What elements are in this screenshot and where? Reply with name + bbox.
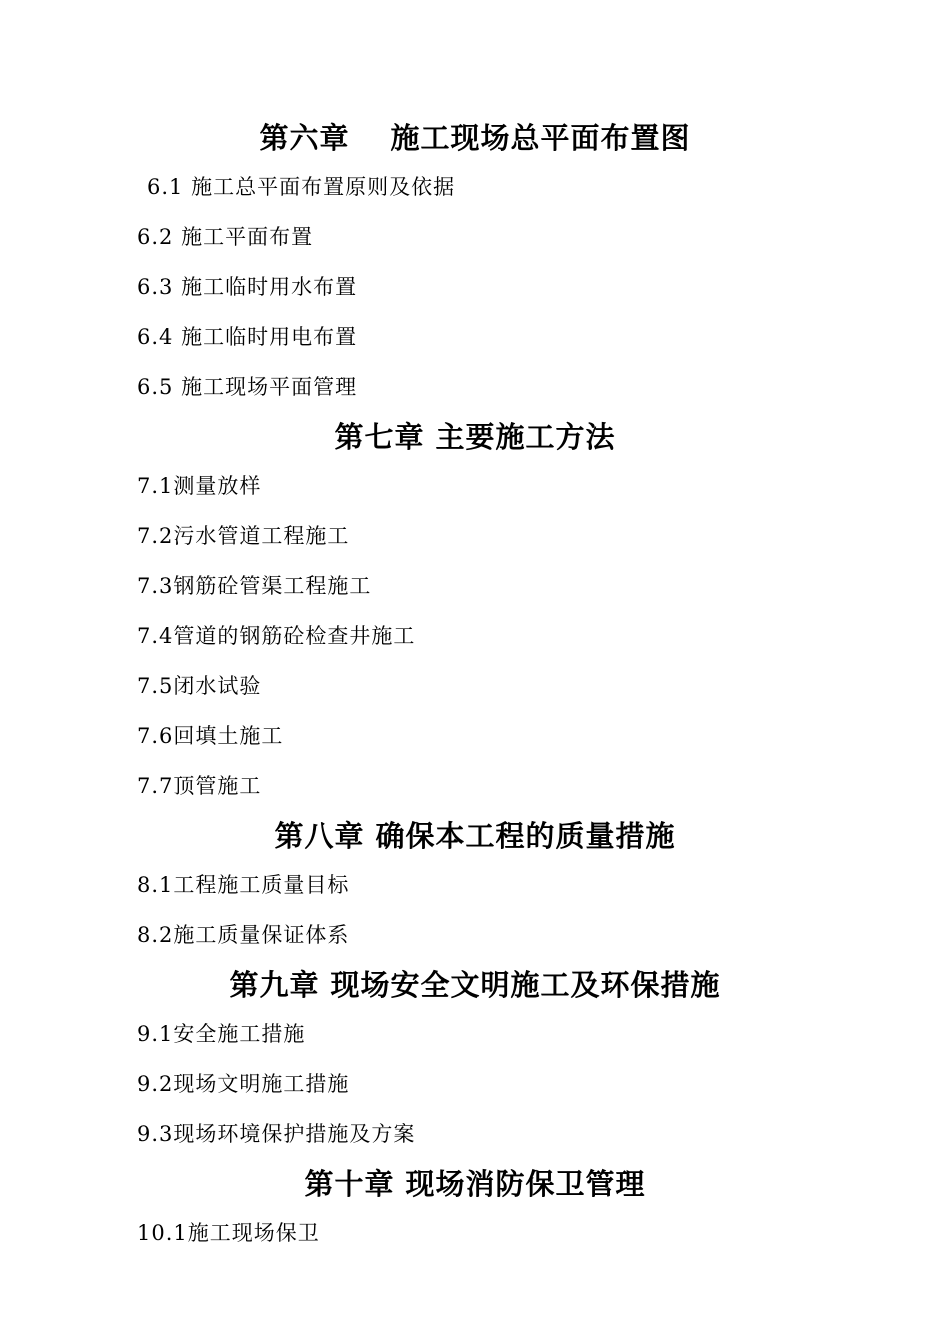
chapter-8-title: 第八章 确保本工程的质量措施 [274,819,676,853]
toc-item-6-2: 6.2 施工平面布置 [137,225,314,249]
toc-item-7-2: 7.2污水管道工程施工 [137,524,350,548]
chapter-10-title: 第十章 现场消防保卫管理 [304,1167,646,1201]
toc-item-7-4: 7.4管道的钢筋砼检查井施工 [137,624,416,648]
toc-item-8-2: 8.2施工质量保证体系 [137,923,350,947]
toc-item-7-5: 7.5闭水试验 [137,674,262,698]
toc-item-9-2: 9.2现场文明施工措施 [137,1072,350,1096]
chapter-7-title: 第七章 主要施工方法 [334,420,616,454]
toc-item-7-6: 7.6回填土施工 [137,724,284,748]
chapter-6-title: 第六章 施工现场总平面布置图 [259,121,691,155]
toc-item-9-3: 9.3现场环境保护措施及方案 [137,1122,416,1146]
toc-item-7-7: 7.7顶管施工 [137,774,262,798]
toc-item-6-1: 6.1 施工总平面布置原则及依据 [147,175,456,199]
toc-item-6-4: 6.4 施工临时用电布置 [137,325,358,349]
toc-item-10-1: 10.1施工现场保卫 [137,1221,320,1245]
toc-item-7-3: 7.3钢筋砼管渠工程施工 [137,574,372,598]
toc-item-8-1: 8.1工程施工质量目标 [137,873,350,897]
chapter-9-title: 第九章 现场安全文明施工及环保措施 [229,968,721,1002]
toc-item-6-3: 6.3 施工临时用水布置 [137,275,358,299]
toc-item-6-5: 6.5 施工现场平面管理 [137,375,358,399]
toc-item-7-1: 7.1测量放样 [137,474,262,498]
toc-item-9-1: 9.1安全施工措施 [137,1022,306,1046]
